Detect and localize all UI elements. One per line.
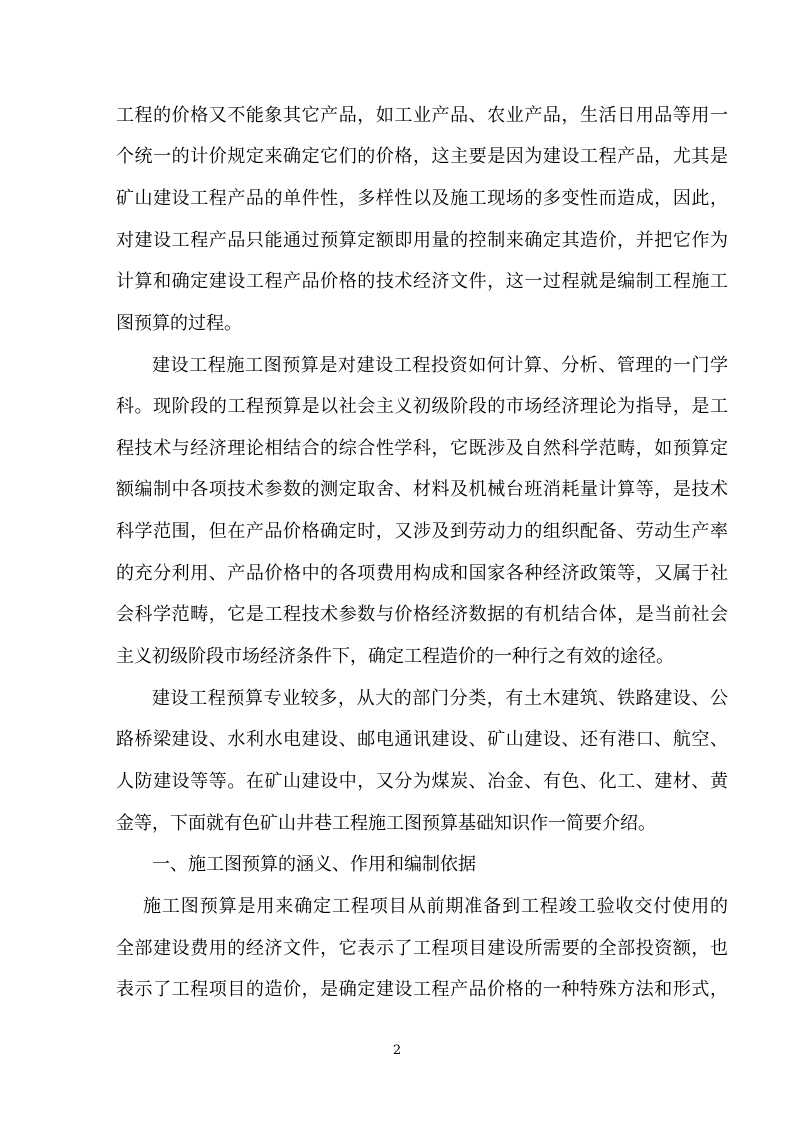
page-number: 2 — [392, 1043, 402, 1058]
text-line: 的充分利用、产品价格中的各项费用构成和国家各种经济政策等，又属于社 — [116, 563, 728, 584]
text-line: 工程的价格又不能象其它产品，如工业产品、农业产品，生活日用品等用一 — [116, 105, 728, 126]
text-line: 图预算的过程。 — [116, 313, 242, 334]
text-line: 程技术与经济理论相结合的综合性学科，它既涉及自然科学范畴，如预算定 — [116, 438, 728, 459]
text-line: 全部建设费用的经济文件，它表示了工程项目建设所需要的全部投资额，也 — [116, 938, 728, 959]
text-line: 科学范围，但在产品价格确定时，又涉及到劳动力的组织配备、劳动生产率 — [116, 521, 728, 542]
text-line: 人防建设等等。在矿山建设中，又分为煤炭、冶金、有色、化工、建材、黄 — [116, 771, 728, 792]
text-line: 计算和确定建设工程产品价格的技术经济文件，这一过程就是编制工程施工 — [116, 271, 728, 292]
paragraph-first-line: 施工图预算是用来确定工程项目从前期准备到工程竣工验收交付使用的 — [143, 896, 728, 917]
paragraph-first-line: 建设工程施工图预算是对建设工程投资如何计算、分析、管理的一门学 — [152, 355, 728, 376]
text-line: 个统一的计价规定来确定它们的价格，这主要是因为建设工程产品，尤其是 — [116, 146, 728, 167]
paragraph-first-line: 建设工程预算专业较多，从大的部门分类，有土木建筑、铁路建设、公 — [152, 688, 728, 709]
section-heading: 一、施工图预算的涵义、作用和编制依据 — [152, 854, 476, 875]
text-line: 矿山建设工程产品的单件性，多样性以及施工现场的多变性而造成，因此， — [116, 188, 728, 209]
text-line: 金等，下面就有色矿山井巷工程施工图预算基础知识作一简要介绍。 — [116, 813, 656, 834]
text-line: 额编制中各项技术参数的测定取舍、材料及机械台班消耗量计算等，是技术 — [116, 479, 728, 500]
text-line: 对建设工程产品只能通过预算定额即用量的控制来确定其造价，并把它作为 — [116, 230, 728, 251]
text-line: 会科学范畴，它是工程技术参数与价格经济数据的有机结合体，是当前社会 — [116, 604, 728, 625]
text-line: 表示了工程项目的造价，是确定建设工程产品价格的一种特殊方法和形式， — [116, 979, 728, 1000]
text-line: 主义初级阶段市场经济条件下，确定工程造价的一种行之有效的途径。 — [116, 646, 674, 667]
text-line: 科。现阶段的工程预算是以社会主义初级阶段的市场经济理论为指导，是工 — [116, 396, 728, 417]
text-line: 路桥梁建设、水利水电建设、邮电通讯建设、矿山建设、还有港口、航空、 — [116, 729, 728, 750]
